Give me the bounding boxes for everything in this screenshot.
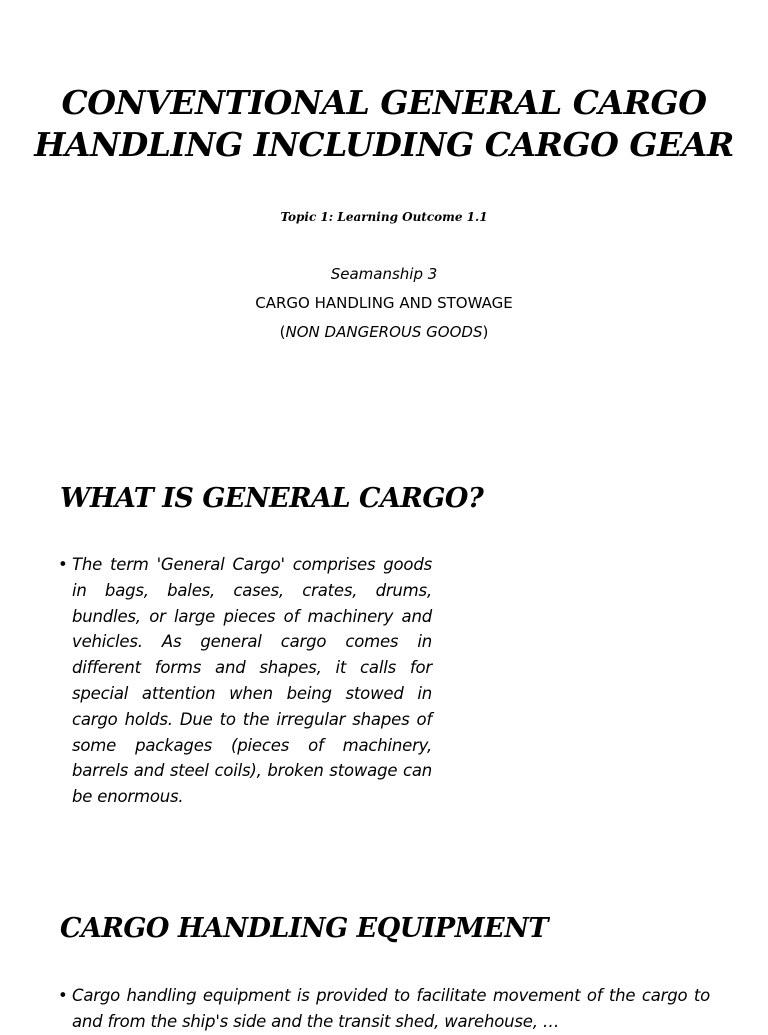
- topic-subtitle: Topic 1: Learning Outcome 1.1: [280, 210, 488, 224]
- bullet-text: Cargo handling equipment is provided to facilitate movement of the cargo to and from the ship's side and the transit shed, warehouse, …: [72, 986, 710, 1031]
- subject-note-text: NON DANGEROUS GOODS: [285, 323, 483, 341]
- subject-note-open: (: [279, 323, 286, 341]
- document-title: CONVENTIONAL GENERAL CARGO HANDLING INCLUDING CARGO GEAR: [34, 83, 734, 164]
- bullet-marker: •: [58, 555, 68, 574]
- section-heading-cargo-equipment: CARGO HANDLING EQUIPMENT: [60, 913, 548, 944]
- bullet-cargo-equipment: [58, 983, 710, 1035]
- bullet-marker: •: [58, 986, 68, 1005]
- bullet-general-cargo: [58, 552, 432, 810]
- subject-note-close: ): [482, 323, 489, 341]
- course-name: Seamanship 3: [330, 265, 438, 283]
- bullet-text: The term 'General Cargo' comprises goods in bags, bales, cases, crates, drums, bundles, or large pieces of machinery and vehicles. As general cargo comes in different forms and shapes, it calls for special attention when being stowed in cargo holds. Due to the irregular shapes of some packages (pieces of machinery, barrels and steel coils), broken stowage can be enormous.: [72, 555, 432, 807]
- subject-name: CARGO HANDLING AND STOWAGE: [255, 294, 513, 312]
- section-heading-general-cargo: WHAT IS GENERAL CARGO?: [60, 483, 484, 514]
- subject-note: [0, 323, 768, 341]
